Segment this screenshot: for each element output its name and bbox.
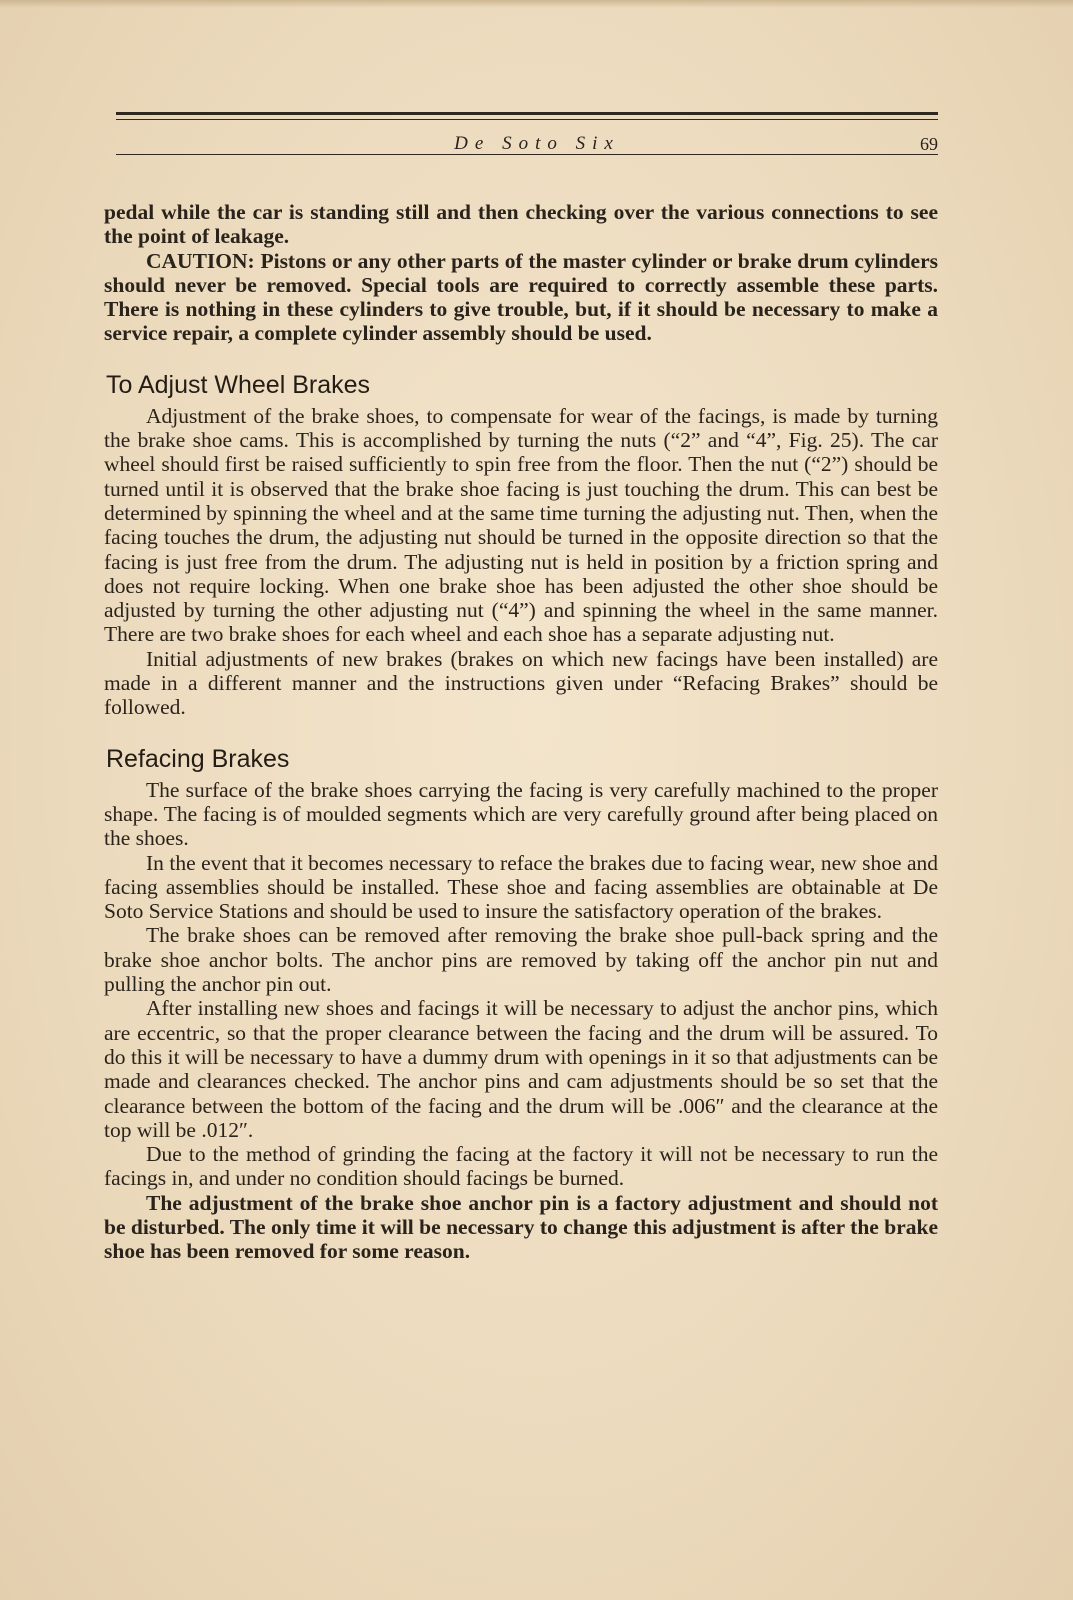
paragraph-anchor-pins: After installing new shoes and facings it will be necessary to adjust the anchor pins, which are eccentric, so that the proper clearance between the facing and the drum will be assured. To do this it will be necessary to have a dummy drum with openings in it so that adjustments can be made and clearances checked. The anchor pins and cam adjustments should be so set that the clearance between the bottom of the facing and the drum will be .006″ and the clearance at the top will be .012″. — [104, 996, 938, 1142]
paragraph-initial-adjustments: Initial adjustments of new brakes (brakes on which new facings have been installed) are made in a different manner and the instructions given under “Refacing Brakes” should be followed. — [104, 646, 938, 720]
paragraph-factory-adjustment: The adjustment of the brake shoe anchor pin is a factory adjustment and should not be disturbed. The only time it will be necessary to change this adjustment is after the brake shoe has been removed for some reason. — [104, 1190, 938, 1264]
page-body — [104, 200, 938, 1264]
section-heading-refacing-brakes: Refacing Brakes — [106, 744, 290, 773]
paragraph-continued: pedal while the car is standing still and then checking over the various connections to see the point of leakage. — [104, 200, 938, 249]
running-title: De Soto Six — [454, 133, 620, 154]
section-heading-adjust-wheel-brakes: To Adjust Wheel Brakes — [106, 370, 371, 399]
page-number: 69 — [920, 134, 938, 154]
paragraph-surface: The surface of the brake shoes carrying the facing is very carefully machined to the proper shape. The facing is of moulded segments which are very carefully ground after being placed on the shoes. — [104, 777, 938, 851]
page-header — [116, 112, 938, 155]
paragraph-caution: CAUTION: Pistons or any other parts of the master cylinder or brake drum cylinders should never be removed. Special tools are required to correctly assemble these parts. There is nothing in these cylinders to give trouble, but, if it should be necessary to make a service repair, a complete cylinder assembly should be used. — [104, 248, 938, 346]
paragraph-adjustment: Adjustment of the brake shoes, to compensate for wear of the facings, is made by turning the brake shoe cams. This is accomplished by turning the nuts (“2” and “4”, Fig. 25). The car wheel should first be raised sufficiently to spin free from the floor. Then the nut (“2”) should be turned until it is observed that the brake shoe facing is just touching the drum. This can best be determined by spinning the wheel and at the same time turning the adjusting nut. Then, when the facing touches the drum, the adjusting nut should be turned in the opposite direction so that the facing is just free from the drum. The adjusting nut is held in position by a friction spring and does not require locking. When one brake shoe has been adjusted the other shoe should be adjusted by turning the other adjusting nut (“4”) and spinning the wheel in the same manner. There are two brake shoes for each wheel and each shoe has a separate adjusting nut. — [104, 403, 938, 647]
header-rule-thick — [116, 112, 938, 115]
paragraph-grinding: Due to the method of grinding the facing at the factory it will not be necessary to run the facings in, and under no condition should facings be burned. — [104, 1142, 938, 1191]
paragraph-event: In the event that it becomes necessary to reface the brakes due to facing wear, new shoe and facing assemblies should be installed. These shoe and facing assemblies are obtainable at De Soto Service Stations and should be used to insure the satisfactory operation of the brakes. — [104, 850, 938, 924]
paragraph-removal: The brake shoes can be removed after removing the brake shoe pull-back spring and the brake shoe anchor bolts. The anchor pins are removed by taking off the anchor pin nut and pulling the anchor pin out. — [104, 923, 938, 997]
page-edge-shadow — [0, 0, 1073, 8]
header-row — [116, 120, 938, 154]
